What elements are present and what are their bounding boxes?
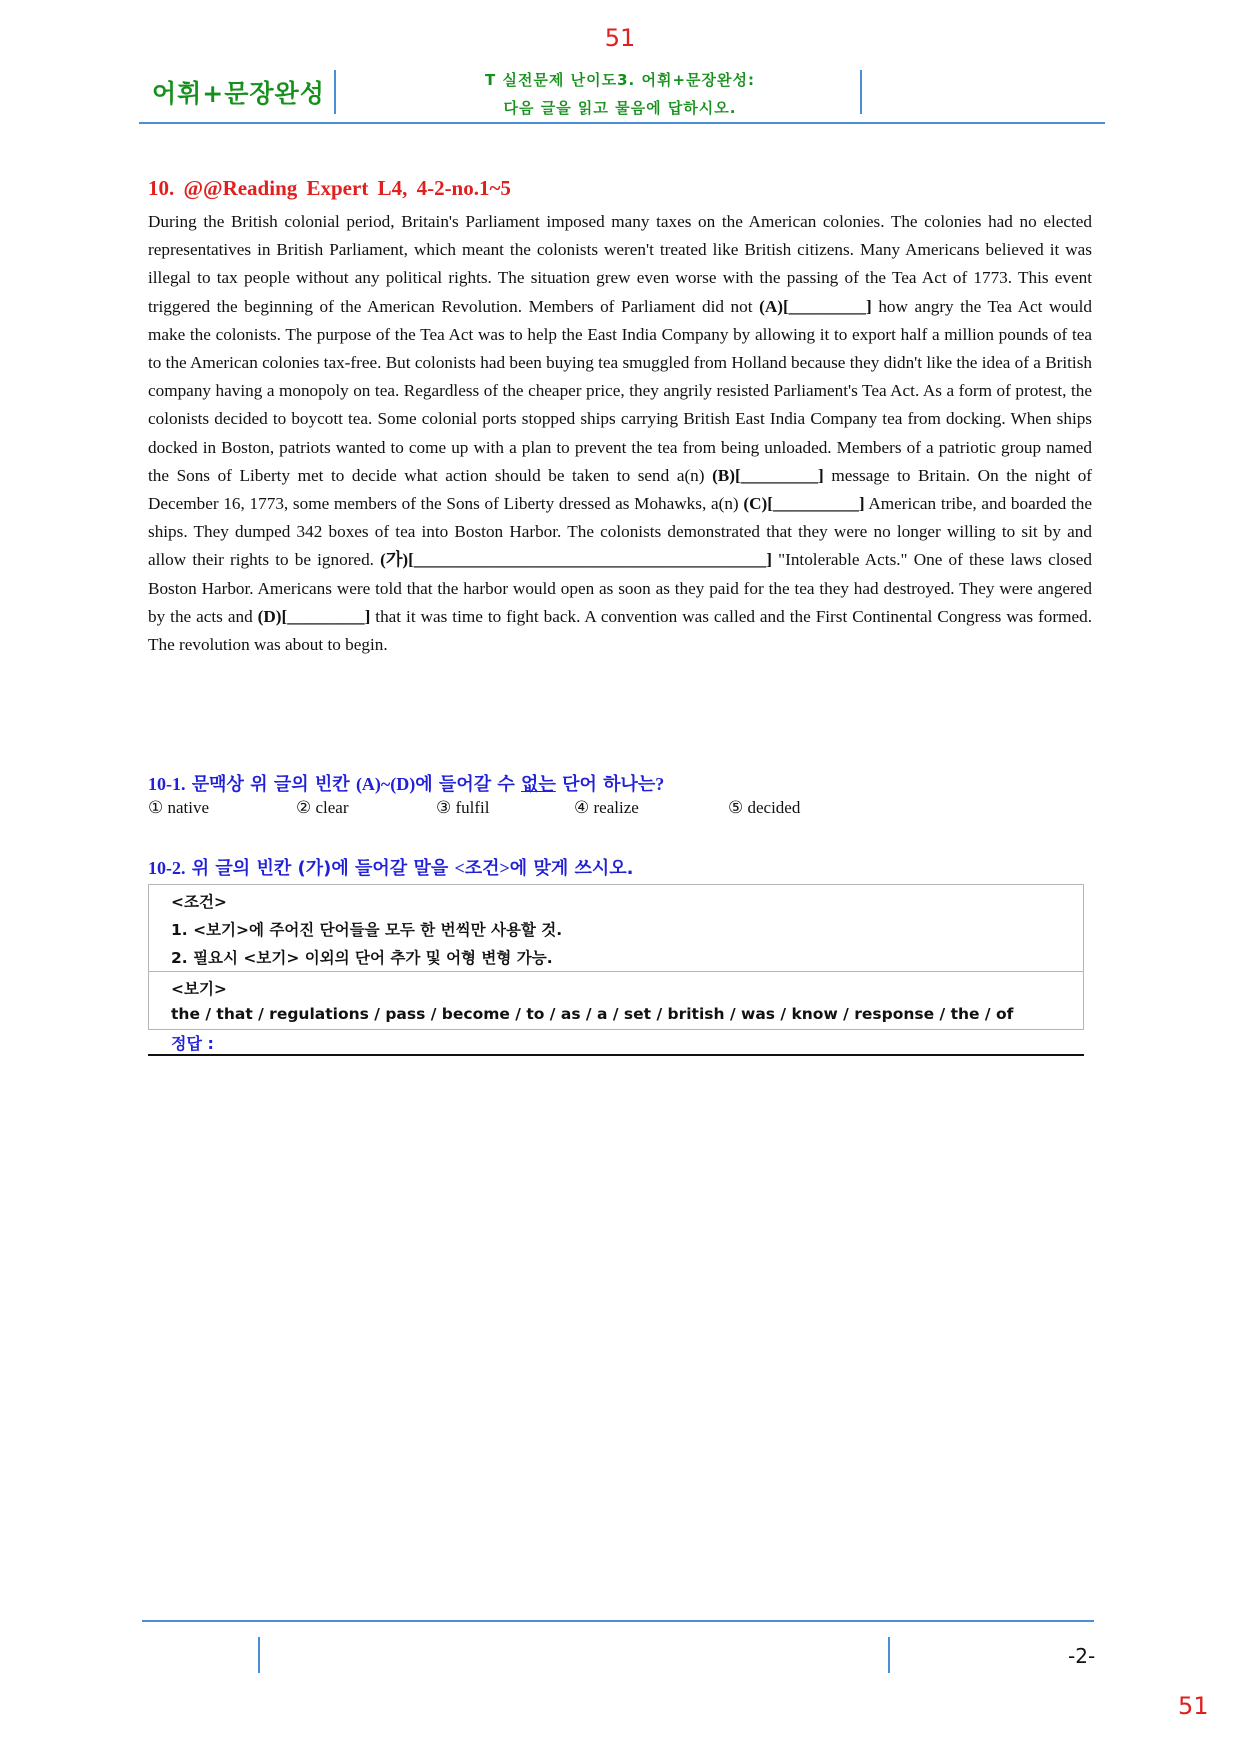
subquestion-1-number: 10-1. — [148, 774, 186, 794]
subquestion-1-qmark: ? — [655, 774, 665, 794]
condition-2: 2. 필요시 <보기> 이외의 단어 추가 및 어형 변형 가능. — [171, 949, 553, 967]
question-title: 10. @@Reading Expert L4, 4-2-no.1~5 — [148, 176, 511, 200]
subquestion-1 — [148, 770, 664, 796]
passage-text: message to Britain. On the night of December 16, 1773, some members of the Sons of Liberty dressed as Mohawks, a(n) — [148, 465, 1093, 514]
choice-3[interactable]: ③ fulfil — [436, 798, 490, 817]
choice-4[interactable]: ④ realize — [574, 798, 639, 817]
passage-text: During the British colonial period, Britain's Parliament imposed many taxes on the American colonies. The colonies had no elected representatives in British Parliament, which meant the colonists weren't treated like British citizens. Many Americans believed it was illegal to tax people without any political rights. The situation grew even worse with the passing of the Tea Act of 1773. This event triggered the beginning of the American Revolution. Members of Parliament did not — [148, 212, 1092, 316]
bottom-page-number: 51 — [1178, 1692, 1209, 1720]
footer-page-label: -2- — [1068, 1644, 1096, 1668]
header-instructions — [420, 66, 820, 122]
passage-text: "Intolerable Acts." One of these laws closed Boston Harbor. Americans were told that the harbor would open as soon as they paid for the tea they had destroyed. They were angered by the acts and — [148, 550, 1092, 626]
subquestion-1-range: (A)~(D) — [355, 774, 416, 794]
reading-passage — [148, 208, 1092, 659]
condition-1: 1. <보기>에 주어진 단어들을 모두 한 번씩만 사용할 것. — [171, 921, 563, 939]
blank-ga: (가)[_________________________________________] — [380, 550, 772, 570]
answer-label: 정답 : — [171, 1034, 214, 1053]
footer-divider-right — [888, 1637, 890, 1673]
section-title: 어휘+문장완성 — [152, 79, 325, 108]
subquestion-2-text: 위 글의 빈칸 — [185, 858, 298, 879]
subquestion-1-text: 단어 하나는 — [555, 774, 656, 795]
choice-5[interactable]: ⑤ decided — [728, 798, 801, 817]
footer-divider-left — [258, 1637, 260, 1673]
passage-text: American tribe, and boarded the ships. They dumped 342 boxes of tea into Boston Harbor. The colonists demonstrated that they were no longer willing to sit by and allow their rights to be ignored. — [148, 494, 1092, 570]
conditions-header: <조건> — [171, 893, 227, 911]
header-divider-left — [334, 70, 336, 114]
subquestion-2 — [148, 854, 634, 880]
choice-1[interactable]: ① native — [148, 798, 210, 817]
examples-header: <보기> — [171, 980, 227, 998]
subquestion-1-text: 에 들어갈 수 — [415, 774, 522, 795]
header-instruction-line1: T 실전문제 난이도3. 어휘+문장완성: — [485, 71, 755, 89]
subquestion-2-blank: (가) — [297, 858, 332, 879]
conditions-section — [149, 885, 1083, 972]
header-rule — [139, 122, 1105, 124]
subquestion-2-condition-ref: <조건> — [454, 858, 510, 878]
blank-b: (B)[_________] — [712, 465, 824, 485]
footer-rule — [142, 1620, 1094, 1622]
choice-2[interactable]: ② clear — [296, 798, 349, 817]
blank-a: (A)[_________] — [759, 296, 872, 316]
subquestion-2-number: 10-2. — [148, 858, 186, 878]
word-bank: the / that / regulations / pass / become / to / as / a / set / british / was / know / response / the / of — [171, 1005, 1014, 1023]
header-instruction-line2: 다음 글을 읽고 물음에 답하시오. — [503, 99, 737, 117]
blank-d: (D)[_________] — [257, 606, 371, 626]
passage-text: how angry the Tea Act would make the colonists. The purpose of the Tea Act was to help the East India Company by allowing it to export half a million pounds of tea to the American colonies tax-free. But colonists had been buying tea smuggled from Holland because they didn't like the idea of a British company having a monopoly on tea. Regardless of the cheaper price, they angrily resisted Parliament's Tea Act. As a form of protest, the colonists decided to boycott tea. Some colonial ports stopped ships carrying British East India Company tea from docking. When ships docked in Boston, patriots wanted to come up with a plan to prevent the tea from being unloaded. Members of a patriotic group named the Sons of Liberty met to decide what action should be taken to send a(n) — [148, 296, 1093, 485]
answer-line[interactable] — [148, 1054, 1084, 1056]
passage-text: that it was time to fight back. A convention was called and the First Continental Congress was formed. The revolution was about to begin. — [148, 606, 1092, 655]
subquestion-1-underline: 없는 — [521, 774, 556, 795]
subquestion-2-text: 에 맞게 쓰시오. — [509, 858, 634, 879]
top-page-number: 51 — [604, 24, 636, 52]
blank-c: (C)[__________] — [743, 494, 865, 514]
conditions-box — [148, 884, 1084, 1030]
header-divider-right — [860, 70, 862, 114]
subquestion-2-text: 에 들어갈 말을 — [331, 858, 455, 879]
subquestion-1-text: 문맥상 위 글의 빈칸 — [185, 774, 356, 795]
